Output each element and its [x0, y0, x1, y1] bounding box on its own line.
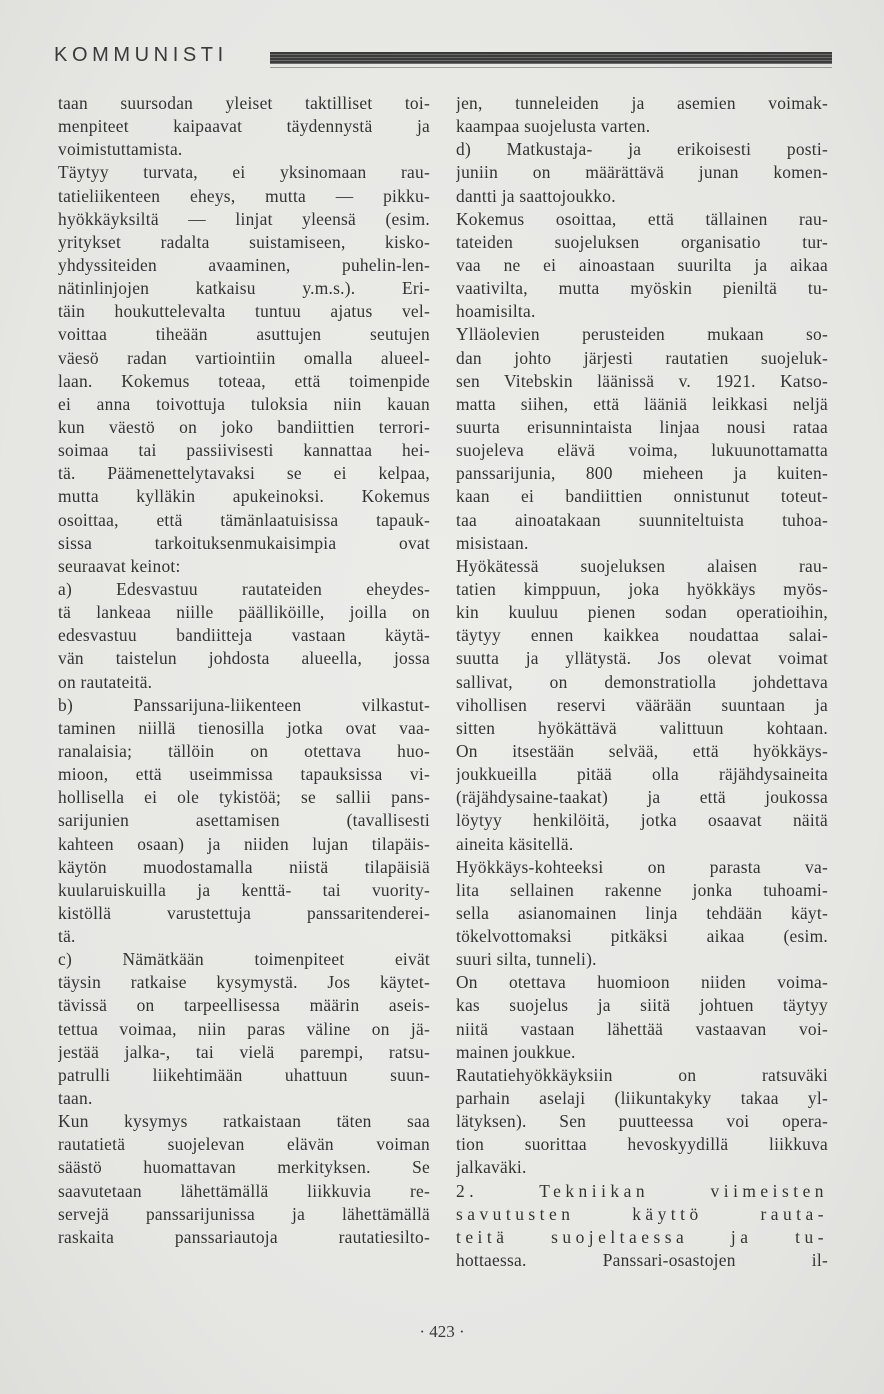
text-line: lätyksen). Sen puutteessa voi opera- — [456, 1111, 828, 1132]
text-line: sarijunien asettamisen (tavallisesti — [58, 810, 430, 831]
text-line: jen, tunneleiden ja asemien voimak- — [456, 93, 828, 113]
text-line: hoamisilta. — [456, 301, 536, 322]
text-line: panssarijunia, 800 mieheen ja kuiten- — [456, 463, 828, 484]
text-line: ei anna toivottuja tuloksia niin kauan — [58, 393, 430, 414]
text-line: säästö huomattavan merkityksen. Se — [58, 1157, 430, 1178]
text-line: d) Matkustaja- ja erikoisesti posti- — [456, 139, 828, 160]
text-line: a) Edesvastuu rautateiden eheydes- — [58, 578, 430, 599]
text-line: vihollisen reservi väärään suuntaan ja — [456, 694, 828, 715]
text-line: taan suursodan yleiset taktilliset toi- — [58, 93, 430, 113]
text-line: niitä vastaan lähettää vastaavan voi- — [456, 1018, 828, 1039]
text-line: kuularuiskuilla ja kenttä- tai vuority- — [58, 879, 430, 900]
text-line: hollisella ei ole tykistöä; se sallii pans- — [58, 787, 430, 808]
text-line: lita sellainen rakenne jonka tuhoami- — [456, 879, 828, 900]
text-line: suutta ja yllätystä. Jos olevat voimat — [456, 648, 828, 669]
text-line: kas suojelus ja siitä johtuen täytyy — [456, 995, 828, 1016]
text-line: sella asianomainen linja tehdään käyt- — [456, 902, 828, 923]
text-line: joukkueilla pitää olla räjähdysaineita — [456, 764, 828, 785]
text-line: hyökkäyksiltä — linjat yleensä (esim. — [58, 208, 430, 229]
text-line: sallivat, on demonstratiolla johdettava — [456, 671, 828, 692]
text-line: kin kuuluu pienen sodan operatioihin, — [456, 602, 828, 623]
text-line: misistaan. — [456, 532, 529, 553]
text-line: sissa tarkoituksenmukaisimpia ovat — [58, 532, 430, 553]
right-column — [456, 92, 828, 1332]
text-line: tatieliikenteen eheys, mutta — pikku- — [58, 185, 430, 206]
text-line: servejä panssarijunissa ja lähettämällä — [58, 1203, 430, 1224]
text-line: dantti ja saattojoukko. — [456, 185, 616, 206]
text-line: tä lankeaa niille päälliköille, joilla on — [58, 602, 430, 623]
left-column — [58, 92, 430, 1332]
text-line: patrulli liikehtimään uhattuun suun- — [58, 1064, 430, 1085]
running-header — [54, 44, 832, 74]
text-line: tä. Päämenettelytavaksi se ei kelpaa, — [58, 463, 430, 484]
text-line: kun väestö on joko bandiittien terrori- — [58, 416, 430, 437]
text-line: suurta erisunnintaista linjaa nousi rataa — [456, 416, 828, 437]
text-line: käytön muodostamalla niistä tilapäisiä — [58, 856, 430, 877]
text-line: ranalaisia; tällöin on otettava huo- — [58, 740, 430, 761]
text-line: tion suorittaa hevoskyydillä liikkuva — [456, 1134, 828, 1155]
text-line: Rautatiehyökkäyksiin on ratsuväki — [456, 1064, 828, 1085]
header-rule — [270, 52, 832, 64]
text-line: väesö radan vartiointiin omalla alueel- — [58, 347, 430, 368]
text-line: Täytyy turvata, ei yksinomaan rau- — [58, 162, 430, 183]
text-line: matta siihen, että lääniä leikkasi neljä — [456, 393, 828, 414]
text-line: mioon, että useimmissa tapauksissa vi- — [58, 764, 430, 785]
text-line: soimaa tai passiivisesti kannattaa hei- — [58, 440, 430, 461]
text-line: vaativilta, mutta myöskin pieniltä tu- — [456, 278, 828, 299]
text-line: kaan ei bandiittien onnistunut toteut- — [456, 486, 828, 507]
text-line: juniin on määrättävä junan komen- — [456, 162, 828, 183]
text-line: löytyy henkilöitä, jotka osaavat näitä — [456, 810, 828, 831]
text-line: Kun kysymys ratkaistaan täten saa — [58, 1111, 430, 1132]
text-line: Kokemus osoittaa, että tällainen rau- — [456, 208, 828, 229]
text-line: b) Panssarijuna-liikenteen vilkastut- — [58, 694, 430, 715]
text-line: tökelvottomaksi pitkäksi aikaa (esim. — [456, 926, 828, 947]
text-line: suojeleva elävä voima, lukuunottamatta — [456, 440, 828, 461]
text-line: 2. Tekniikan viimeisten — [456, 1180, 828, 1201]
text-line: taminen niillä tienosilla jotka ovat vaa- — [58, 717, 430, 738]
text-line: mutta kylläkin apukeinoksi. Kokemus — [58, 486, 430, 507]
text-line: menpiteet kaipaavat täydennystä ja — [58, 116, 430, 137]
text-line: dan johto järjesti rautatien suojeluk- — [456, 347, 828, 368]
text-line: laan. Kokemus toteaa, että toimenpide — [58, 370, 430, 391]
text-line: kaampaa suojelusta varten. — [456, 116, 651, 137]
text-line: on rautateitä. — [58, 671, 153, 692]
text-line: täysin ratkaise kysymystä. Jos käytet- — [58, 972, 430, 993]
text-line: saavutetaan lähettämällä liikkuvia re- — [58, 1180, 430, 1201]
header-rule-underline — [270, 67, 832, 68]
text-line: On itsestään selvää, että hyökkäys- — [456, 740, 828, 761]
text-line: parhain aselaji (liikuntakyky takaa yl- — [456, 1088, 828, 1109]
text-line: taan. — [58, 1088, 93, 1109]
text-line: suuri silta, tunneli). — [456, 949, 597, 970]
text-line: c) Nämätkään toimenpiteet eivät — [58, 949, 430, 970]
text-line: tettua voimaa, niin paras väline on jä- — [58, 1018, 430, 1039]
text-line: edesvastuu bandiitteja vastaan käytä- — [58, 625, 430, 646]
text-line: yritykset radalta suistamiseen, kisko- — [58, 231, 430, 252]
text-line: vaa ne ei ainoastaan suurilta ja aikaa — [456, 254, 828, 275]
text-line: tävissä on tarpeellisessa määrin aseis- — [58, 995, 430, 1016]
text-line: yhdyssiteiden avaaminen, puhelin-len- — [58, 254, 430, 275]
text-line: kahteen osaan) ja niiden lujan tilapäis- — [58, 833, 430, 854]
page-number: · 423 · — [419, 1322, 465, 1341]
text-line: täin houkuttelevalta tuntuu ajatus vel- — [58, 301, 430, 322]
journal-title: KOMMUNISTI — [54, 44, 228, 66]
text-line: täytyy ennen kaikkea noudattaa salai- — [456, 625, 828, 646]
text-line: taa ainoatakaan suunniteltuista tuhoa- — [456, 509, 828, 530]
text-line: Ylläolevien perusteiden mukaan so- — [456, 324, 828, 345]
text-line: rautatietä suojelevan elävän voiman — [58, 1134, 430, 1155]
text-line: tä. — [58, 926, 76, 947]
text-line: sitten hyökättävä valittuun kohtaan. — [456, 717, 828, 738]
text-line: (räjähdysaine-taakat) ja että joukossa — [456, 787, 828, 808]
text-line: jestää jalka-, tai vielä parempi, ratsu- — [58, 1041, 430, 1062]
text-line: savutusten käyttö rauta- — [456, 1203, 828, 1224]
text-line: Hyökätessä suojeluksen alaisen rau- — [456, 555, 828, 576]
text-line: voimistuttamista. — [58, 139, 183, 160]
text-line: On otettava huomioon niiden voima- — [456, 972, 828, 993]
text-line: seuraavat keinot: — [58, 555, 181, 576]
text-line: tateiden suojeluksen organisatio tur- — [456, 231, 828, 252]
text-line: mainen joukkue. — [456, 1041, 576, 1062]
text-line: tatien kimppuun, joka hyökkäys myös- — [456, 578, 828, 599]
text-line: jalkaväki. — [456, 1157, 527, 1178]
text-line: raskaita panssariautoja rautatiesilto- — [58, 1226, 430, 1247]
text-line: teitä suojeltaessa ja tu- — [456, 1226, 828, 1247]
text-line: Hyökkäys-kohteeksi on parasta va- — [456, 856, 828, 877]
text-line: kistöllä varustettuja panssaritenderei- — [58, 902, 430, 923]
text-line: nätinlinjojen katkaisu y.m.s.). Eri- — [58, 278, 430, 299]
text-line: voittaa tiheään asuttujen seutujen — [58, 324, 430, 345]
text-line: osoittaa, että tämänlaatuisissa tapauk- — [58, 509, 430, 530]
text-line: vän taistelun johdosta alueella, jossa — [58, 648, 430, 669]
text-line: aineita käsitellä. — [456, 833, 574, 854]
text-line: hottaessa. Panssari-osastojen il- — [456, 1250, 828, 1271]
text-line: sen Vitebskin läänissä v. 1921. Katso- — [456, 370, 828, 391]
